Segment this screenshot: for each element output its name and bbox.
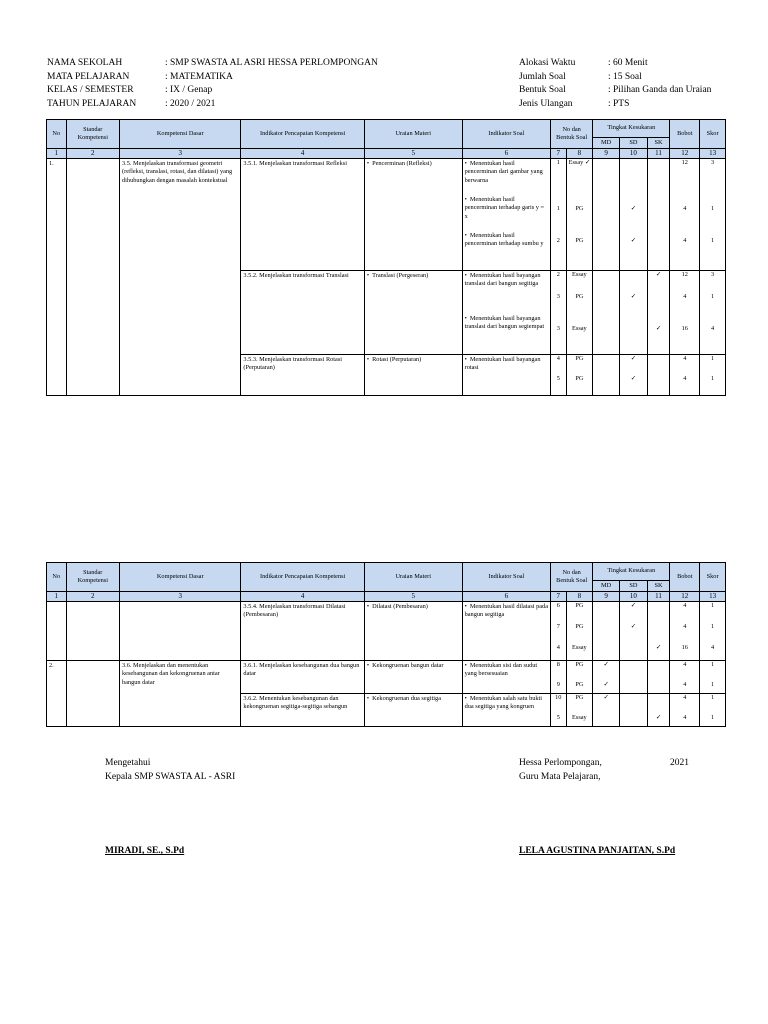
no-soal-cell xyxy=(551,602,566,661)
col-no: No xyxy=(47,120,67,149)
bentuk-soal: PG xyxy=(575,602,584,610)
bentuk-soal: PG xyxy=(575,681,584,689)
indikator-text: • Menentukan hasil bayangan rotasi xyxy=(465,356,548,372)
bentuk-soal: Essay xyxy=(572,271,587,279)
sk-cell xyxy=(647,694,670,727)
bentuk-soal: PG xyxy=(575,293,584,301)
check-mark xyxy=(648,293,670,325)
col-number: 8 xyxy=(566,592,593,602)
header-key: KELAS / SEMESTER xyxy=(47,85,134,95)
row-number: 2. xyxy=(47,661,67,727)
skor-value: 1 xyxy=(711,602,715,610)
indikator-text: • Menentukan hasil dilatasi pada bangun segitiga xyxy=(465,603,548,619)
indikator-cell xyxy=(462,602,550,661)
col-kompetensi-dasar: Kompetensi Dasar xyxy=(120,120,241,149)
check-mark xyxy=(593,271,619,293)
col-no-bentuk-soal: No dan Bentuk Soal xyxy=(551,120,593,149)
col-sk: SK xyxy=(647,138,670,149)
bobot-value: 4 xyxy=(683,694,687,702)
bentuk-soal: PG xyxy=(575,623,584,631)
no-soal: 4 xyxy=(556,355,560,363)
kisi-kisi-table-1 xyxy=(46,119,726,396)
check-mark: ✓ xyxy=(630,602,636,610)
bentuk-soal-cell xyxy=(566,355,593,396)
col-no-bentuk-soal: No dan Bentuk Soal xyxy=(551,563,593,592)
year-text: 2021 xyxy=(670,758,689,768)
no-soal: 2 xyxy=(556,271,560,279)
skor-value: 1 xyxy=(711,237,715,245)
header-value: : Pilihan Ganda dan Uraian xyxy=(608,85,712,95)
skor-cell xyxy=(700,159,726,271)
bobot-value: 4 xyxy=(683,293,687,301)
indikator-text: • Menentukan salah satu bukti dua segitiga yang kongruen xyxy=(465,695,548,711)
header-key: Jenis Ulangan xyxy=(519,98,573,109)
check-mark xyxy=(620,661,647,681)
header-row xyxy=(519,98,711,112)
no-soal: 3 xyxy=(556,325,560,333)
bentuk-soal-cell xyxy=(566,694,593,727)
sd-cell xyxy=(619,602,647,661)
ipk-cell: 3.5.4. Menjelaskan transformasi Dilatasi (Pembesaran) xyxy=(241,602,364,661)
header-row xyxy=(47,57,378,71)
skor-value: 1 xyxy=(711,694,715,702)
no-soal-cell xyxy=(551,694,566,727)
col-standar-kompetensi: Standar Kompetensi xyxy=(66,120,119,149)
indikator-text: • Menentukan hasil bayangan translasi dari bangun segiempat xyxy=(465,315,548,331)
kompetensi-dasar-cell xyxy=(120,602,241,661)
materi-text: • Kekongruenan bangun datar xyxy=(367,662,444,669)
col-number: 10 xyxy=(619,592,647,602)
check-mark: ✓ xyxy=(655,714,662,722)
table-row xyxy=(47,661,726,694)
no-soal: 5 xyxy=(556,714,560,722)
col-bobot: Bobot xyxy=(670,563,700,592)
bentuk-soal: PG xyxy=(575,694,584,702)
col-uraian-materi: Uraian Materi xyxy=(364,563,462,592)
indikator-text: • Menentukan sisi dan sudut yang bersesuaian xyxy=(465,662,548,678)
header-row xyxy=(47,84,378,98)
col-number: 9 xyxy=(593,592,620,602)
bentuk-soal-cell xyxy=(566,159,593,271)
header-value: : 2020 / 2021 xyxy=(165,98,216,109)
ipk-cell: 3.5.2. Menjelaskan transformasi Translasi xyxy=(241,271,364,355)
md-cell xyxy=(593,602,620,661)
check-mark: ✓ xyxy=(630,237,636,245)
no-soal-cell xyxy=(551,159,566,271)
header-key: Alokasi Waktu xyxy=(519,58,576,68)
col-number: 13 xyxy=(700,149,726,159)
bobot-value: 4 xyxy=(683,623,687,631)
bobot-value: 4 xyxy=(683,681,687,689)
no-soal: 1 xyxy=(556,159,560,167)
col-md: MD xyxy=(593,138,620,149)
check-mark xyxy=(593,602,619,623)
place-date-line xyxy=(519,756,689,770)
no-soal: 1 xyxy=(556,205,560,213)
materi-cell xyxy=(364,661,462,694)
check-mark xyxy=(593,159,619,205)
col-number: 11 xyxy=(647,592,670,602)
bobot-cell xyxy=(670,694,700,727)
bobot-value: 4 xyxy=(683,355,687,363)
indikator-cell xyxy=(462,355,550,396)
indikator-text: • Menentukan hasil pencerminan terhadap garis y = x xyxy=(465,196,548,232)
column-number-row xyxy=(47,592,726,602)
skor-value: 4 xyxy=(711,644,715,652)
check-mark xyxy=(593,355,619,375)
check-mark xyxy=(648,661,670,681)
footer-right xyxy=(519,756,689,784)
sd-cell xyxy=(619,355,647,396)
bentuk-soal: Essay ✓ xyxy=(568,159,591,167)
materi-text: • Kekongruenan dua segitiga xyxy=(367,695,441,702)
sd-cell xyxy=(619,159,647,271)
col-number: 5 xyxy=(364,592,462,602)
standar-kompetensi-cell xyxy=(66,661,119,727)
check-mark xyxy=(593,293,619,325)
header-key: TAHUN PELAJARAN xyxy=(47,98,137,109)
header-row-top xyxy=(47,563,726,581)
no-soal: 10 xyxy=(555,694,562,702)
skor-value: 3 xyxy=(711,159,715,167)
skor-value: 3 xyxy=(711,271,715,279)
kepala-sekolah-title: Kepala SMP SWASTA AL - ASRI xyxy=(105,772,236,782)
check-mark xyxy=(593,623,619,644)
col-indikator-soal: Indikator Soal xyxy=(462,563,550,592)
materi-cell xyxy=(364,602,462,661)
check-mark xyxy=(620,694,647,714)
bobot-cell xyxy=(670,602,700,661)
check-mark xyxy=(620,271,647,293)
table-row xyxy=(47,159,726,271)
materi-cell xyxy=(364,694,462,727)
md-cell xyxy=(593,271,620,355)
md-cell xyxy=(593,694,620,727)
no-soal: 3 xyxy=(556,293,560,301)
skor-value: 1 xyxy=(711,355,715,363)
check-mark xyxy=(648,694,670,714)
materi-cell xyxy=(364,271,462,355)
md-cell xyxy=(593,661,620,694)
header-value: : 60 Menit xyxy=(608,58,648,68)
bentuk-soal-cell xyxy=(566,271,593,355)
col-sd: SD xyxy=(619,138,647,149)
col-uraian-materi: Uraian Materi xyxy=(364,120,462,149)
col-tingkat-kesukaran: Tingkat Kesukaran xyxy=(593,563,670,581)
bobot-value: 4 xyxy=(683,375,687,383)
materi-cell xyxy=(364,159,462,271)
header-key: MATA PELAJARAN xyxy=(47,71,130,82)
skor-value: 1 xyxy=(711,623,715,631)
no-soal: 2 xyxy=(556,237,560,245)
skor-cell xyxy=(700,271,726,355)
col-sd: SD xyxy=(619,581,647,592)
bentuk-soal: PG xyxy=(575,237,584,245)
check-mark: ✓ xyxy=(630,205,636,213)
skor-value: 1 xyxy=(711,661,715,669)
col-md: MD xyxy=(593,581,620,592)
standar-kompetensi-cell xyxy=(66,602,119,661)
bobot-value: 4 xyxy=(683,602,687,610)
bentuk-soal: Essay xyxy=(572,714,587,722)
bobot-value: 12 xyxy=(681,159,688,167)
col-number: 6 xyxy=(462,149,550,159)
header-value: : PTS xyxy=(608,98,630,109)
sk-cell xyxy=(647,271,670,355)
header-row xyxy=(47,98,378,112)
kompetensi-dasar-cell: 3.5. Menjelaskan transformasi geometri (refleksi, translasi, rotasi, dan dilatasi) yang dihubungkan dengan masalah kontekstual xyxy=(120,159,241,396)
bentuk-soal: Essay xyxy=(572,644,587,652)
col-number: 5 xyxy=(364,149,462,159)
ipk-cell: 3.6.2. Menentukan kesebangunan dan kekongruenan segitiga-segitiga sebangun xyxy=(241,694,364,727)
col-number: 2 xyxy=(66,149,119,159)
no-soal-cell xyxy=(551,355,566,396)
header-key: NAMA SEKOLAH xyxy=(47,58,123,68)
check-mark xyxy=(620,159,647,205)
materi-text: • Dilatasi (Pembesaran) xyxy=(367,603,428,610)
bentuk-soal: PG xyxy=(575,205,584,213)
no-soal: 9 xyxy=(556,681,560,689)
header-row xyxy=(519,84,711,98)
check-mark: ✓ xyxy=(630,375,636,383)
check-mark: ✓ xyxy=(603,694,609,702)
check-mark: ✓ xyxy=(603,681,609,689)
bobot-value: 4 xyxy=(683,661,687,669)
skor-value: 1 xyxy=(711,375,715,383)
header-right xyxy=(519,57,711,111)
col-indikator-pencapaian: Indikator Pencapaian Kompetensi xyxy=(241,563,364,592)
col-number: 7 xyxy=(551,149,566,159)
header-key: Jumlah Soal xyxy=(519,71,566,82)
indikator-cell xyxy=(462,661,550,694)
check-mark: ✓ xyxy=(603,661,609,669)
check-mark xyxy=(648,205,670,237)
md-cell xyxy=(593,355,620,396)
col-number: 12 xyxy=(670,592,700,602)
bobot-cell xyxy=(670,661,700,694)
no-soal: 4 xyxy=(556,644,560,652)
bentuk-soal: PG xyxy=(575,375,584,383)
header-row xyxy=(519,57,711,71)
indikator-text: • Menentukan hasil pencerminan terhadap sumbu y xyxy=(465,232,548,248)
materi-cell xyxy=(364,355,462,396)
bobot-cell xyxy=(670,271,700,355)
bentuk-soal-cell xyxy=(566,602,593,661)
check-mark: ✓ xyxy=(630,355,636,363)
no-soal: 8 xyxy=(556,661,560,669)
col-number: 2 xyxy=(66,592,119,602)
kisi-kisi-table-2 xyxy=(46,562,726,727)
bobot-value: 16 xyxy=(681,325,688,333)
row-number: 1. xyxy=(47,159,67,396)
guru-title: Guru Mata Pelajaran, xyxy=(519,772,601,782)
col-skor: Skor xyxy=(700,563,726,592)
indikator-cell xyxy=(462,159,550,271)
sk-cell xyxy=(647,661,670,694)
header-value: : 15 Soal xyxy=(608,71,642,82)
col-number: 4 xyxy=(241,592,364,602)
col-number: 11 xyxy=(647,149,670,159)
skor-cell xyxy=(700,602,726,661)
header-row-top xyxy=(47,120,726,138)
no-soal: 7 xyxy=(556,623,560,631)
header-key: Bentuk Soal xyxy=(519,85,566,95)
col-number: 12 xyxy=(670,149,700,159)
col-indikator-soal: Indikator Soal xyxy=(462,120,550,149)
standar-kompetensi-cell xyxy=(66,159,119,396)
col-number: 7 xyxy=(551,592,566,602)
col-number: 9 xyxy=(593,149,620,159)
col-indikator-pencapaian: Indikator Pencapaian Kompetensi xyxy=(241,120,364,149)
header-row xyxy=(519,71,711,85)
materi-text: • Pencerminan (Refleksi) xyxy=(367,160,432,167)
skor-cell xyxy=(700,694,726,727)
check-mark: ✓ xyxy=(655,644,662,652)
col-number: 3 xyxy=(120,149,241,159)
skor-value: 4 xyxy=(711,325,715,333)
ipk-cell: 3.5.1. Menjelaskan transformasi Refleksi xyxy=(241,159,364,271)
col-bobot: Bobot xyxy=(670,120,700,149)
kompetensi-dasar-cell: 3.6. Menjelaskan dan menentukan kesebangunan dan kekongruenan antar bangun datar xyxy=(120,661,241,727)
check-mark xyxy=(648,355,670,375)
col-tingkat-kesukaran: Tingkat Kesukaran xyxy=(593,120,670,138)
bentuk-soal-cell xyxy=(566,661,593,694)
col-standar-kompetensi: Standar Kompetensi xyxy=(66,563,119,592)
bobot-cell xyxy=(670,355,700,396)
check-mark: ✓ xyxy=(655,271,662,279)
kepala-sekolah-signature-name: MIRADI, SE., S.Pd xyxy=(105,846,185,856)
skor-value: 1 xyxy=(711,681,715,689)
col-skor: Skor xyxy=(700,120,726,149)
bobot-value: 12 xyxy=(681,271,688,279)
col-kompetensi-dasar: Kompetensi Dasar xyxy=(120,563,241,592)
bentuk-soal: PG xyxy=(575,355,584,363)
bentuk-soal: PG xyxy=(575,661,584,669)
ipk-cell: 3.6.1. Menjelaskan kesebangunan dua bangun datar xyxy=(241,661,364,694)
col-number: 10 xyxy=(619,149,647,159)
bobot-value: 4 xyxy=(683,205,687,213)
skor-cell xyxy=(700,355,726,396)
table-row xyxy=(47,602,726,661)
guru-signature-name: LELA AGUSTINA PANJAITAN, S.Pd xyxy=(519,846,676,856)
col-number: 4 xyxy=(241,149,364,159)
skor-value: 1 xyxy=(711,205,715,213)
skor-value: 1 xyxy=(711,714,715,722)
col-no: No xyxy=(47,563,67,592)
check-mark xyxy=(648,159,670,205)
no-soal: 5 xyxy=(556,375,560,383)
no-soal-cell xyxy=(551,271,566,355)
check-mark: ✓ xyxy=(630,623,636,631)
materi-text: • Rotasi (Perputaran) xyxy=(367,356,421,363)
bobot-value: 4 xyxy=(683,714,687,722)
header-row xyxy=(47,71,378,85)
no-soal-cell xyxy=(551,661,566,694)
col-number: 13 xyxy=(700,592,726,602)
col-number: 6 xyxy=(462,592,550,602)
place-text: Hessa Perlompongan, xyxy=(519,758,602,768)
bobot-value: 4 xyxy=(683,237,687,245)
indikator-text: • Menentukan hasil bayangan translasi dari bangun segitiga xyxy=(465,272,548,315)
no-soal: 6 xyxy=(556,602,560,610)
bentuk-soal: Essay xyxy=(572,325,587,333)
materi-text: • Translasi (Pergeseran) xyxy=(367,272,428,279)
sk-cell xyxy=(647,602,670,661)
sd-cell xyxy=(619,661,647,694)
md-cell xyxy=(593,159,620,271)
col-number: 3 xyxy=(120,592,241,602)
ipk-cell: 3.5.3. Menjelaskan transformasi Rotasi (Perputaran) xyxy=(241,355,364,396)
check-mark: ✓ xyxy=(630,293,636,301)
sd-cell xyxy=(619,694,647,727)
footer-left xyxy=(105,756,235,784)
bobot-cell xyxy=(670,159,700,271)
check-mark xyxy=(648,623,670,644)
indikator-cell xyxy=(462,271,550,355)
skor-cell xyxy=(700,661,726,694)
sd-cell xyxy=(619,271,647,355)
header-value: : MATEMATIKA xyxy=(165,71,233,82)
bobot-value: 16 xyxy=(681,644,688,652)
column-number-row xyxy=(47,149,726,159)
row-number xyxy=(47,602,67,661)
header-value: : IX / Genap xyxy=(165,85,213,95)
indikator-cell xyxy=(462,694,550,727)
sk-cell xyxy=(647,355,670,396)
check-mark xyxy=(593,205,619,237)
check-mark: ✓ xyxy=(655,325,662,333)
col-number: 1 xyxy=(47,592,67,602)
skor-value: 1 xyxy=(711,293,715,301)
sk-cell xyxy=(647,159,670,271)
col-sk: SK xyxy=(647,581,670,592)
col-number: 1 xyxy=(47,149,67,159)
indikator-text: • Menentukan hasil pencerminan dari gambar yang berwarna xyxy=(465,160,548,196)
header-value: : SMP SWASTA AL ASRI HESSA PERLOMPONGAN xyxy=(165,58,378,68)
header-left xyxy=(47,57,378,111)
mengetahui-label: Mengetahui xyxy=(105,758,151,768)
check-mark xyxy=(648,602,670,623)
col-number: 8 xyxy=(566,149,593,159)
